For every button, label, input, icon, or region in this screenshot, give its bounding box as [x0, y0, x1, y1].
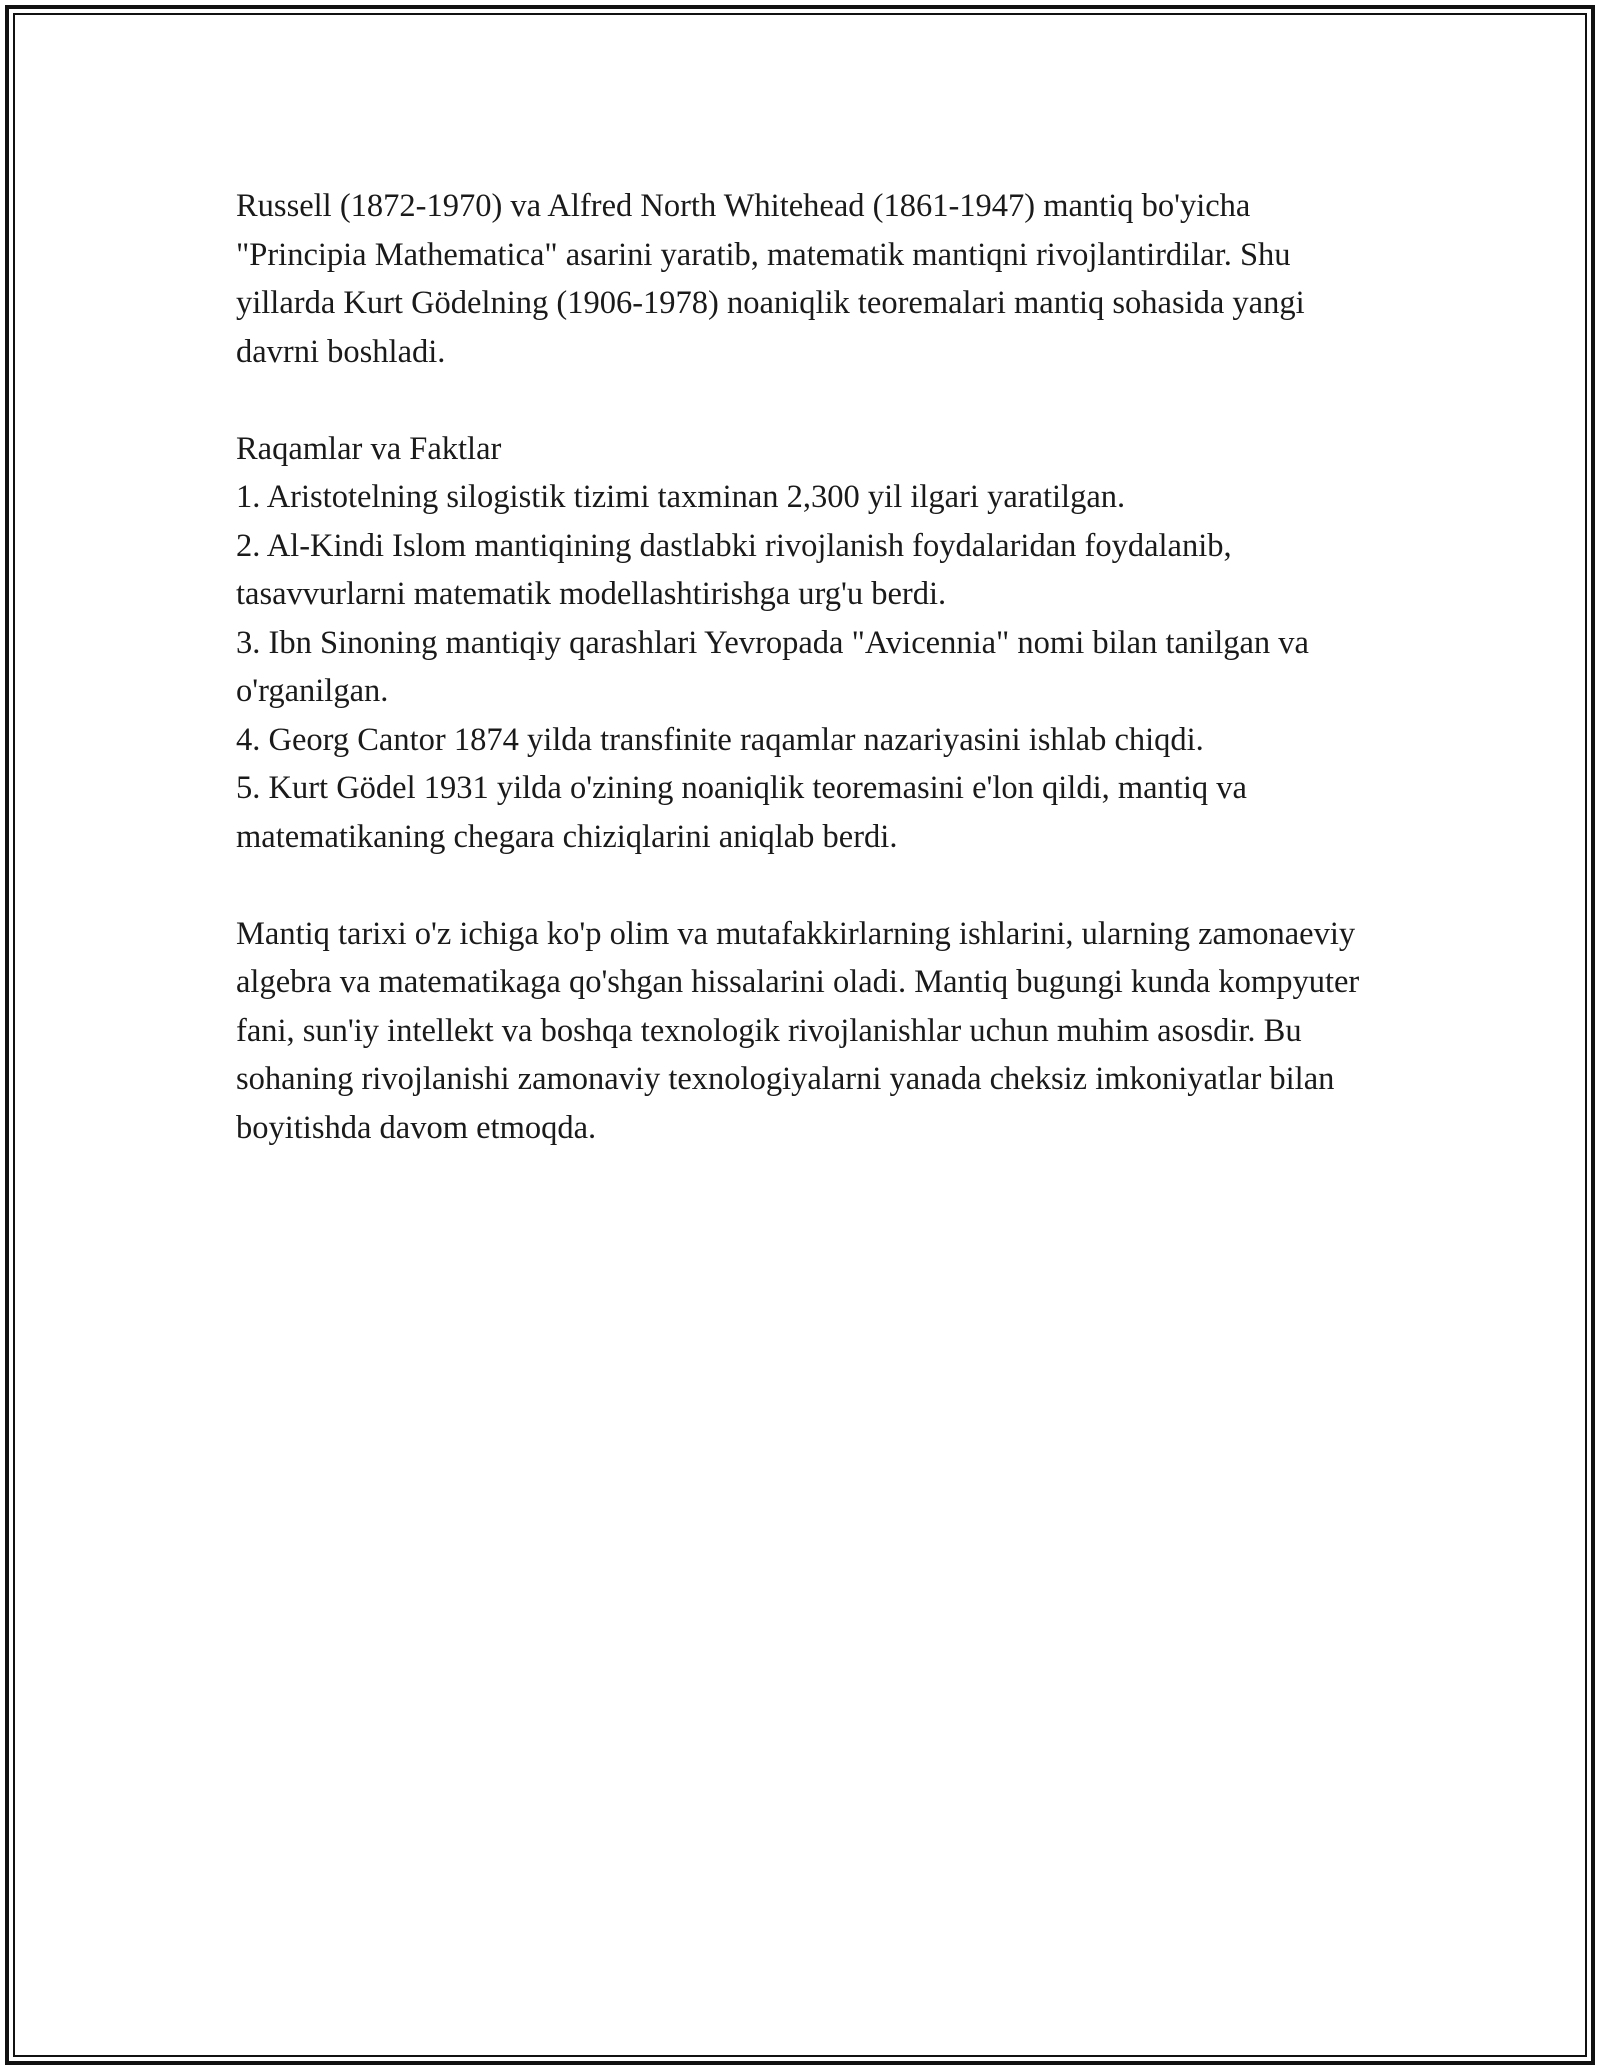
facts-heading: Raqamlar va Faktlar	[236, 430, 502, 467]
closing-paragraph: Mantiq tarixi o'z ichiga ko'p olim va mutafakkirlarning ishlarini, ularning zamonaeviy algebra va matematikaga qo'shgan hissalarini oladi. Mantiq bugungi kunda kompyuter fani, sun'iy intellekt va boshqa texnologik rivojlanishlar uchun muhim asosdir. Bu sohaning rivojlanishi zamonaviy texnologiyalarni yanada cheksiz imkoniyatlar bilan boyitishda davom etmoqda.	[236, 915, 1360, 1146]
fact-item: 2. Al-Kindi Islom mantiqining dastlabki rivojlanish foydalaridan foydalanib, tasavvurlarni matematik modellashtirishga urg'u berdi.	[236, 527, 1232, 612]
fact-item: 3. Ibn Sinoning mantiqiy qarashlari Yevropada "Avicennia" nomi bilan tanilgan va o'rganilgan.	[236, 624, 1309, 709]
fact-item: 1. Aristotelning silogistik tizimi taxminan 2,300 yil ilgari yaratilgan.	[236, 479, 1126, 515]
facts-list	[236, 473, 1386, 861]
intro-paragraph: Russell (1872-1970) va Alfred North Whitehead (1861-1947) mantiq bo'yicha "Principia Mathematica" asarini yaratib, matematik mantiqni rivojlantirdilar. Shu yillarda Kurt Gödelning (1906-1978) noaniqlik teoremalari mantiq sohasida yangi davrni boshladi.	[236, 188, 1305, 370]
fact-item: 4. Georg Cantor 1874 yilda transfinite raqamlar nazariyasini ishlab chiqdi.	[236, 721, 1204, 758]
fact-item: 5. Kurt Gödel 1931 yilda o'zining noaniqlik teoremasini e'lon qildi, mantiq va matematikaning chegara chiziqlarini aniqlab berdi.	[236, 770, 1247, 855]
document-body	[236, 182, 1386, 1201]
